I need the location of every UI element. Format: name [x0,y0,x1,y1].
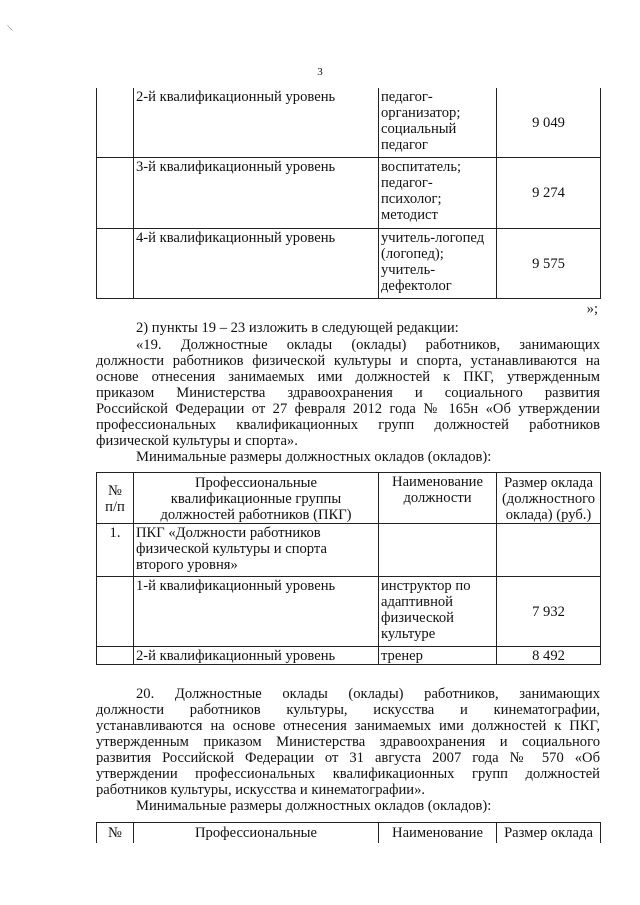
paragraph-line: утверждении профессиональных квалификационных групп должностей [96,766,600,782]
num-cell [97,228,134,298]
position-cell [379,524,497,577]
num-cell [97,157,134,228]
group-title-cell: ПКГ «Должности работников физической культуры и спорта второго уровня» [134,524,379,577]
table-header-row [97,473,601,524]
table-row [97,647,601,665]
salary-cell: 9 049 [497,88,601,157]
salary-table-continued [96,88,601,299]
paragraph-line: профессиональных квалификационных групп должностей работников [96,417,600,433]
salary-cell: 9 575 [497,228,601,298]
header-num: № [97,823,134,843]
paragraph-line: физической культуры и спорта». [96,433,298,449]
table-row [97,88,601,157]
table-row [97,524,601,577]
num-cell [97,88,134,157]
salary-cell [497,524,601,577]
corner-scan-mark: \ [6,22,14,35]
paragraph-line: должности работников культуры, искусства и кинематографии, [96,702,600,718]
header-group: Профессиональные [134,823,379,843]
salary-table-19 [96,472,601,665]
level-cell: 2-й квалификационный уровень [134,647,379,665]
header-position: Наименование [379,823,497,843]
level-cell: 3-й квалификационный уровень [134,157,379,228]
salary-cell: 7 932 [497,577,601,647]
table-header-row [97,823,601,843]
page-number: 3 [317,66,323,78]
level-cell: 1-й квалификационный уровень [134,577,379,647]
table-row [97,228,601,298]
header-position: Наименование должности [379,473,497,524]
salary-cell: 9 274 [497,157,601,228]
paragraph-20 [96,686,600,814]
header-salary: Размер оклада [497,823,601,843]
paragraph-line: Российской Федерации от 27 февраля 2012 года № 165н «Об утверждении [96,401,600,417]
position-cell: тренер [379,647,497,665]
paragraph-line: «19. Должностные оклады (оклады) работников, занимающих [136,337,600,353]
paragraph-line: 20. Должностные оклады (оклады) работников, занимающих [136,686,600,702]
paragraph-line: развития Российской Федерации от 31 августа 2007 года № 570 «Об [96,750,600,766]
position-cell: учитель-логопед (логопед); учитель- дефектолог [379,228,497,298]
paragraph-line: устанавливаются на основе отнесения занимаемых ими должностей к ПКГ, [96,718,600,734]
position-cell: инструктор по адаптивной физической культуре [379,577,497,647]
table-caption: Минимальные размеры должностных окладов (окладов): [136,798,492,814]
quote-closing: »; [586,301,598,317]
header-group: Профессиональные квалификационные группы должностей работников (ПКГ) [134,473,379,524]
level-cell: 2-й квалификационный уровень [134,88,379,157]
num-cell [97,647,134,665]
paragraph-line: приказом Министерства здравоохранения и социального развития [96,385,600,401]
num-cell: 1. [97,524,134,577]
position-cell: воспитатель; педагог- психолог; методист [379,157,497,228]
paragraph-19 [96,337,600,465]
header-salary: Размер оклада (должностного оклада) (руб.) [497,473,601,524]
table-row [97,577,601,647]
num-cell [97,577,134,647]
level-cell: 4-й квалификационный уровень [134,228,379,298]
table-row [97,157,601,228]
paragraph-line: работников культуры, искусства и кинематографии». [96,782,426,798]
salary-cell: 8 492 [497,647,601,665]
paragraph-line: основе отнесения занимаемых ими должностей к ПКГ, утвержденным [96,369,600,385]
item-2-text: 2) пункты 19 – 23 изложить в следующей редакции: [136,320,459,336]
position-cell: педагог- организатор; социальный педагог [379,88,497,157]
paragraph-line: должности работников физической культуры и спорта, устанавливаются на [96,353,600,369]
salary-table-20 [96,822,601,843]
table-caption: Минимальные размеры должностных окладов (окладов): [136,449,492,465]
header-num: № п/п [97,473,134,524]
paragraph-line: утвержденным приказом Министерства здравоохранения и социального [96,734,600,750]
